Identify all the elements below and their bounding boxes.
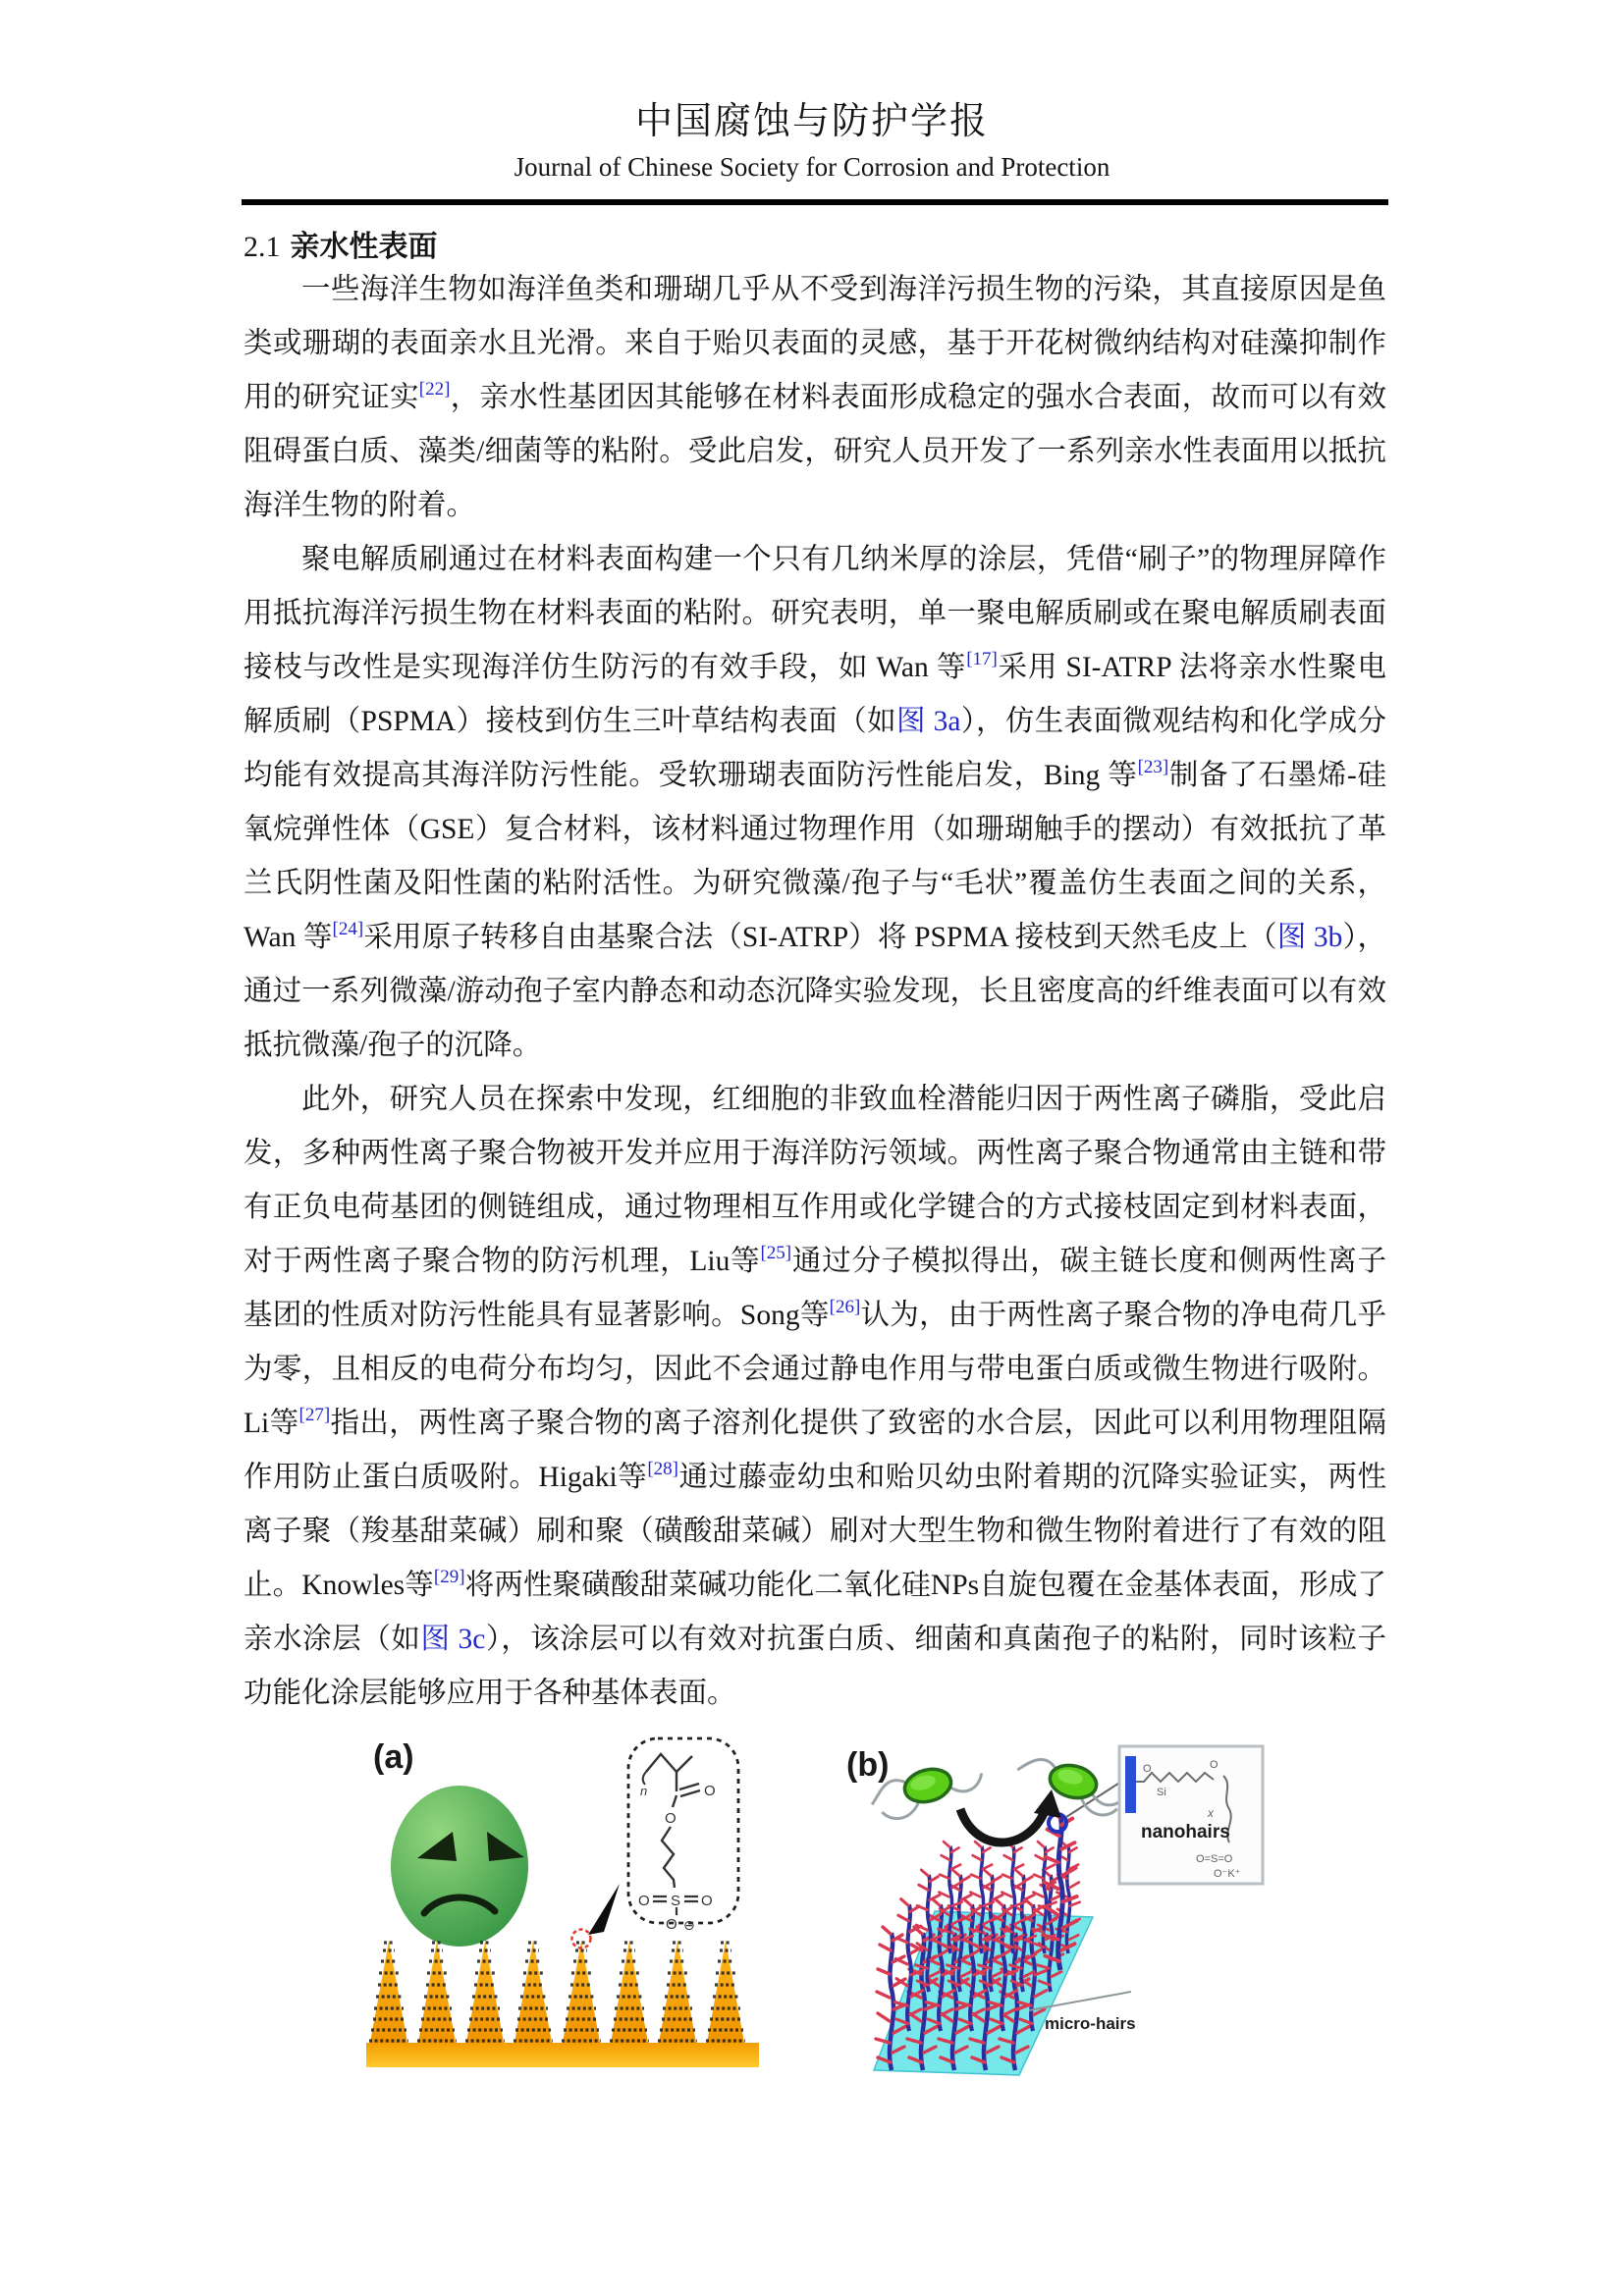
text-run: ，亲水性基团因其能够在材料表面形成稳定的强水合表面，故而可以有效阻碍蛋白质、藻类/细菌等的粘附。受此启发，研究人员开发了一系列亲水性表面用以抵抗海洋生物的附着。 (244, 382, 1386, 521)
citation-ref-link[interactable]: [25] (760, 1243, 792, 1263)
figure-ref-link[interactable]: 图 3b (1276, 922, 1343, 953)
citation-ref-link[interactable]: [23] (1137, 757, 1169, 777)
chem-o-left: O (638, 1893, 650, 1909)
citation-ref-link[interactable]: [29] (433, 1567, 465, 1587)
header-rule (242, 199, 1388, 205)
journal-header (0, 90, 1624, 183)
chem-o-bottom: O (666, 1916, 677, 1933)
text-run: 采用原子转移自由基聚合法（SI-ATRP）将 PSPMA 接枝到天然毛皮上（ (363, 922, 1277, 953)
citation-ref-link[interactable]: [22] (418, 379, 451, 400)
journal-title-en: Journal of Chinese Society for Corrosion and Protection (514, 152, 1110, 182)
chem-b-ok: O⁻K⁺ (1214, 1868, 1241, 1880)
chem-s: S (671, 1893, 681, 1909)
chem-n: n (640, 1784, 648, 1798)
citation-ref-link[interactable]: [28] (647, 1459, 678, 1479)
text-run: ），该涂层可以有效对抗蛋白质、细菌和真菌孢子的粘附，同时该粒子功能化涂层能够应用于各种基体表面。 (244, 1624, 1386, 1709)
section-title: 亲水性表面 (290, 231, 438, 263)
chem-b-o2: O (1210, 1759, 1218, 1771)
text-run: 一些海洋生物如海洋鱼类和珊瑚几乎从不受到海洋污损生物的污染，其直接原因是鱼类或珊瑚的表面亲水且光滑。来自于贻贝表面的灵感，基于开花树微纳结构对硅藻抑制作用的研究证实 (244, 274, 1386, 413)
figure-ref-link[interactable]: 图 3c (420, 1624, 486, 1655)
text-run: 制备了石墨烯-硅氧烷弹性体（GSE）复合材料，该材料通过物理作用（如珊瑚触手的摆动）有效抵抗了革兰氏阴性菌及阳性菌的粘附活性。为研究微藻/孢子与“毛状”覆盖仿生表面之间的关系，Wan 等 (244, 760, 1387, 953)
citation-ref-link[interactable]: [17] (966, 649, 998, 669)
section-heading (244, 222, 438, 265)
microhairs-label: micro-hairs (1045, 2014, 1136, 2033)
text-run: 指出，两性离子聚合物的离子溶剂化提供了致密的水合层，因此可以利用物理阻隔作用防止蛋白质吸附。Higaki等 (244, 1408, 1386, 1493)
figure-ref-link[interactable]: 图 3a (895, 706, 961, 737)
text-run: 认为，由于两性离子聚合物的净电荷几乎为零，且相反的电荷分布均匀，因此不会通过静电作用与带电蛋白质或微生物进行吸附。Li等 (244, 1300, 1386, 1439)
chem-b-si: Si (1157, 1787, 1166, 1798)
citation-ref-link[interactable]: [24] (332, 919, 364, 939)
figure-panel-b (835, 1725, 1274, 2090)
text-run: 采用 SI-ATRP 法将亲水性聚电解质刷（PSPMA）接枝到仿生三叶草结构表面（如 (244, 652, 1386, 737)
paragraph (244, 1073, 1386, 1721)
journal-title-zh: 中国腐蚀与防护学报 (634, 101, 989, 142)
text-run: 聚电解质刷通过在材料表面构建一个只有几纳米厚的涂层，凭借“刷子”的物理屏障作用抵抗海洋污损生物在材料表面的粘附。研究表明，单一聚电解质刷或在聚电解质刷表面接枝与改性是实现海洋仿生防污的有效手段，如 Wan 等 (244, 544, 1386, 683)
nanohairs-label: nanohairs (1141, 1822, 1230, 1842)
chem-b-sulfonate: O=S=O (1196, 1853, 1233, 1865)
inset-blue-bar (1125, 1756, 1136, 1813)
text-run: 通过藤壶幼虫和贻贝幼虫附着期的沉降实验证实，两性离子聚（羧基甜菜碱）刷和聚（磺酸甜菜碱）刷对大型生物和微生物附着进行了有效的阻止。Knowles等 (244, 1462, 1386, 1601)
chem-minus-icon: ⊖ (683, 1917, 695, 1933)
figure-panel-a (361, 1731, 766, 2076)
chem-structure-a (628, 1738, 738, 1933)
text-run: ），仿生表面微观结构和化学成分均能有效提高其海洋防污性能。受软珊瑚表面防污性能启发，Bing 等 (244, 706, 1386, 791)
text-run: ），通过一系列微藻/游动孢子室内静态和动态沉降实验发现，长且密度高的纤维表面可以有效抵抗微藻/孢子的沉降。 (244, 922, 1386, 1061)
chem-o-ester: O (665, 1810, 677, 1827)
chem-b-o1: O (1143, 1763, 1152, 1775)
cone-brush-array (366, 1941, 759, 2067)
paragraph (244, 533, 1386, 1073)
bounce-arrow-icon (960, 1789, 1061, 1842)
figure-3 (0, 1725, 1624, 2117)
text-run: 将两性聚磺酸甜菜碱功能化二氧化硅NPs自旋包覆在金基体表面，形成了亲水涂层（如 (244, 1570, 1386, 1655)
article (244, 263, 1386, 1721)
citation-ref-link[interactable]: [27] (298, 1405, 331, 1425)
sad-microbe-icon (391, 1786, 528, 1947)
pointer-needle (588, 1884, 620, 1935)
section-number: 2.1 (244, 231, 281, 263)
chem-o-carbonyl: O (704, 1783, 716, 1799)
chem-o-right: O (701, 1893, 713, 1909)
panel-b-label: (b) (846, 1746, 890, 1784)
chem-b-x: x (1208, 1806, 1214, 1820)
citation-ref-link[interactable]: [26] (829, 1297, 861, 1317)
panel-a-label: (a) (373, 1738, 414, 1776)
text-run: 通过分子模拟得出，碳主链长度和侧两性离子基团的性质对防污性能具有显著影响。Song等 (244, 1246, 1386, 1331)
text-run: 此外，研究人员在探索中发现，红细胞的非致血栓潜能归因于两性离子磷脂，受此启发，多种两性离子聚合物被开发并应用于海洋防污领域。两性离子聚合物通常由主链和带有正负电荷基团的侧链组成，通过物理相互作用或化学键合的方式接枝固定到材料表面，对于两性离子聚合物的防污机理，Liu等 (244, 1084, 1386, 1277)
paragraph (244, 263, 1386, 533)
nanohairs-inset (1119, 1746, 1263, 1884)
